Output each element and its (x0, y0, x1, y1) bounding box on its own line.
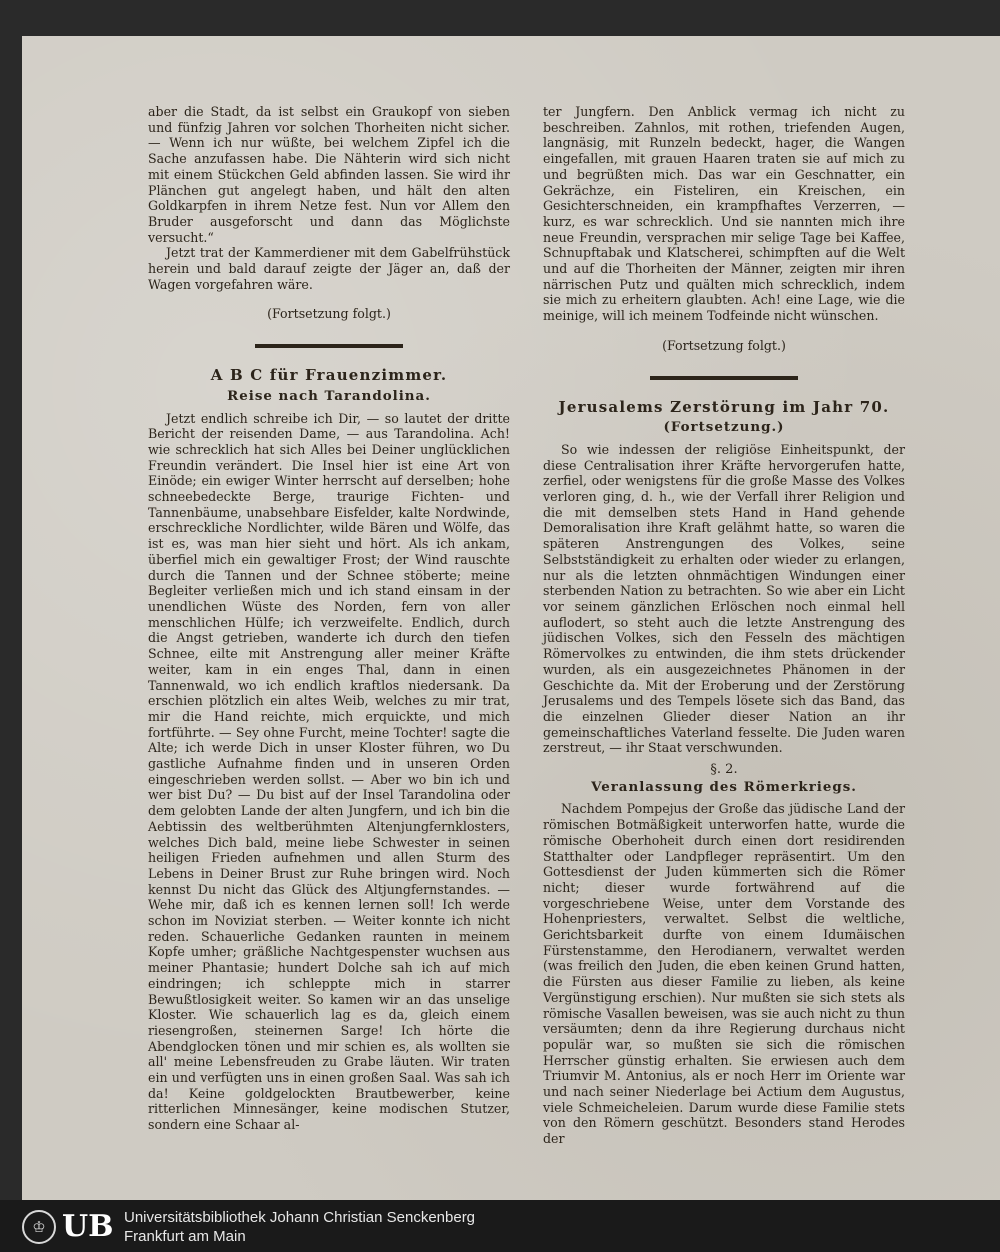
left-article-subtitle: Reise nach Tarandolina. (227, 387, 431, 404)
right-divider (650, 376, 798, 380)
left-column (148, 104, 510, 1133)
institution-line-1: Universitätsbibliothek Johann Christian Senckenberg (124, 1209, 476, 1226)
ub-logo-text: UB (62, 1209, 114, 1244)
right-article-paragraph-1: So wie indessen der religiöse Einheitspunkt, der diese Centralisation ihrer Kräfte hervorgerufen hatte, zerfiel, oder wenigstens für die große Masse des Volkes verloren ging, d. h., wie der Verfall ihrer Religion und die mit demselben stets Hand in Hand gehende Demoralisation ihre Kraft gelähmt hatte, so waren die späteren Anstrengungen des Volkes, seine Selbstständigkeit zu erhalten oder wieder zu erlangen, nur als die letzten ohnmächtigen Windungen einer sterbenden Nation zu betrachten. So wie aber ein Licht vor seinem gänzlichen Erlöschen noch einmal hell auflodert, so steht auch die letzte Anstrengung des jüdischen Volkes, sich den Fesseln des mächtigen Römervolkes zu entwinden, die ihm stets drückender wurden, als ein ausgezeichnetes Phänomen in der Geschichte da. Mit der Eroberung und der Zerstörung Jerusalems und des Tempels lösete sich das Band, das die einzelnen Glieder dieser Nation an ihr gemeinschaftliches Vaterland fesselte. Die Juden waren zerstreut, — ihr Staat verschwunden. (543, 441, 905, 756)
library-logo[interactable] (22, 1208, 114, 1246)
seal-icon: ♔ (22, 1210, 56, 1244)
right-column (543, 104, 905, 1147)
library-footer (0, 1200, 1000, 1252)
section-number: §. 2. (710, 762, 738, 778)
right-article-title: Jerusalems Zerstörung im Jahr 70. (558, 397, 890, 416)
right-continued-note: (Fortsetzung folgt.) (662, 337, 786, 353)
left-article-title: A B C für Frauenzimmer. (210, 366, 448, 385)
institution-name (124, 1208, 475, 1246)
right-intro-paragraph: ter Jungfern. Den Anblick vermag ich nicht zu beschreiben. Zahnlos, mit rothen, triefenden Augen, langnäsig, mit Runzeln bedeckt, hager, die Wangen eingefallen, mit grauen Haaren traten sie auf mich zu und begrüßten mich. Das war ein Geschnatter, ein Gekrächze, ein Fisteliren, ein Kreischen, ein Gesichterschneiden, ein krampfhaftes Verzerren, — kurz, es war schrecklich. Und sie nannten mich ihre neue Freundin, versprachen mir selige Tage bei Kaffee, Schnupftabak und Klatscherei, schimpften auf die Welt und auf die Thorheiten der Männer, zeigten mir ihren närrischen Putz und quälten mich schrecklich, indem sie mich zu erheitern glaubten. Ach! eine Lage, wie die meinige, will ich meinem Todfeinde nicht wünschen. (543, 104, 905, 324)
left-continued-note: (Fortsetzung folgt.) (267, 306, 391, 322)
left-divider (255, 344, 403, 348)
section-title: Veranlassung des Römerkriegs. (591, 778, 857, 795)
left-intro-paragraph: aber die Stadt, da ist selbst ein Graukopf von sieben und fünfzig Jahren vor solchen Thorheiten nicht sicher. — Wenn ich nur wüßte, bei welchem Zipfel ich die Sache anzufassen habe. Die Nähterin wird sich nicht mit einem Stückchen Geld abfinden lassen. Sie wird ihr Plänchen gut angelegt haben, und hält den alten Goldkarpfen in ihrem Netze fest. Nun vor Allem den Bruder ausgeforscht und dann das Möglichste versucht.“ (148, 104, 510, 245)
right-article-subtitle: (Fortsetzung.) (663, 419, 785, 436)
institution-line-2: Frankfurt am Main (124, 1228, 246, 1245)
section-body: Nachdem Pompejus der Große das jüdische Land der römischen Botmäßigkeit unterworfen hatte, wurde die römische Oberhoheit durch einen dort residirenden Statthalter oder Landpfleger repräsentirt. Um den Gottesdienst der Juden kümmerten sich die Römer nicht; dieser wurde fortwährend auf die vorgeschriebene Weise, unter dem Vorstande des Hohenpriesters, verwaltet. Selbst die weltliche, Gerichtsbarkeit durfte von einem Idumäischen Fürstenstamme, den Herodianern, verwaltet werden (was freilich den Juden, die eben keinen Grund hatten, die Fürsten aus dieser Familie zu lieben, als keine Vergünstigung erschien). Nur mußten sie sich stets als römische Vasallen beweisen, was sie auch nicht zu thun versäumten; denn da ihre Regierung durchaus nicht populär war, so mußten sie sich die römischen Herrscher günstig erhalten. Sie erwiesen auch dem Triumvir M. Antonius, als er noch Herr im Oriente war und nach seiner Niederlage bei Actium dem Augustus, viele Schmeicheleien. Darum wurde diese Familie stets von den Römern geschützt. Besonders stand Herodes der (543, 801, 905, 1147)
left-article-body: Jetzt endlich schreibe ich Dir, — so lautet der dritte Bericht der reisenden Dame, — aus Tarandolina. Ach! wie schrecklich hat sich Alles bei Deiner unglücklichen Freundin verändert. Die Insel hier ist eine Art von Einöde; ein ewiger Winter herrscht auf derselben; hohe schneebedeckte Berge, traurige Fichten- und Tannenbäume, unabsehbare Eisfelder, kalte Nordwinde, erschreckliche Nordlichter, wilde Bären und Wölfe, das ist es, was man hier sieht und hört. Als ich ankam, überfiel mich ein gewaltiger Frost; der Wind rauschte durch die Tannen und der Schnee stöberte; meine Begleiter verließen mich und ich stand einsam in der unendlichen Wüste des Norden, fern von aller menschlichen Hülfe; ich verzweifelte. Endlich, durch die Angst getrieben, wanderte ich durch den tiefen Schnee, eilte mit Anstrengung aller meiner Kräfte weiter, kam in ein enges Thal, dann in einen Tannenwald, wo ich endlich kraftlos niedersank. Da erschien plötzlich ein altes Weib, welches zu mir trat, mir die Hand reichte, mich erquickte, und mich fortführte. — Sey ohne Furcht, meine Tochter! sagte die Alte; ich werde Dich in unser Kloster führen, wo Du gastliche Aufnahme finden und in unseren Orden eingeschrieben werden sollst. — Aber wo bin ich und wer bist Du? — Du bist auf der Insel Tarandolina oder dem gelobten Lande der alten Jungfern, und ich bin die Aebtissin des weltberühmten Altenjungfernklosters, welches Dich bald, meine liebe Schwester in seinen heiligen Frieden aufnehmen und allen Sturm des Lebens in Deiner Brust zur Ruhe bringen wird. Noch kennst Du nicht das Glück des Altjungfernstandes. — Wehe mir, daß ich es kennen lernen soll! Ich werde schon im Noviziat sterben. — Weiter konnte ich nicht reden. Schauerliche Gedanken raunten in meinem Kopfe umher; gräßliche Nachtgespenster wuchsen aus meiner Phantasie; hundert Dolche sah ich auf mich eindringen; ich schleppte mich in starrer Bewußtlosigkeit weiter. So kamen wir an das unselige Kloster. Wie schauerlich lag es da, gleich einem riesengroßen, steinernen Sarge! Ich hörte die Abendglocken tönen und mir schien es, als wollten sie all' meine Lebensfreuden zu Grabe läuten. Wir traten ein und verfügten uns in einen großen Saal. Was sah ich da! Keine goldgelockten Brautbewerber, keine ritterlichen Minnesänger, keine modischen Stutzer, sondern eine Schaar al- (148, 410, 510, 1133)
left-paragraph-2: Jetzt trat der Kammerdiener mit dem Gabelfrühstück herein und bald darauf zeigte der Jäger an, daß der Wagen vorgefahren wäre. (148, 245, 510, 292)
